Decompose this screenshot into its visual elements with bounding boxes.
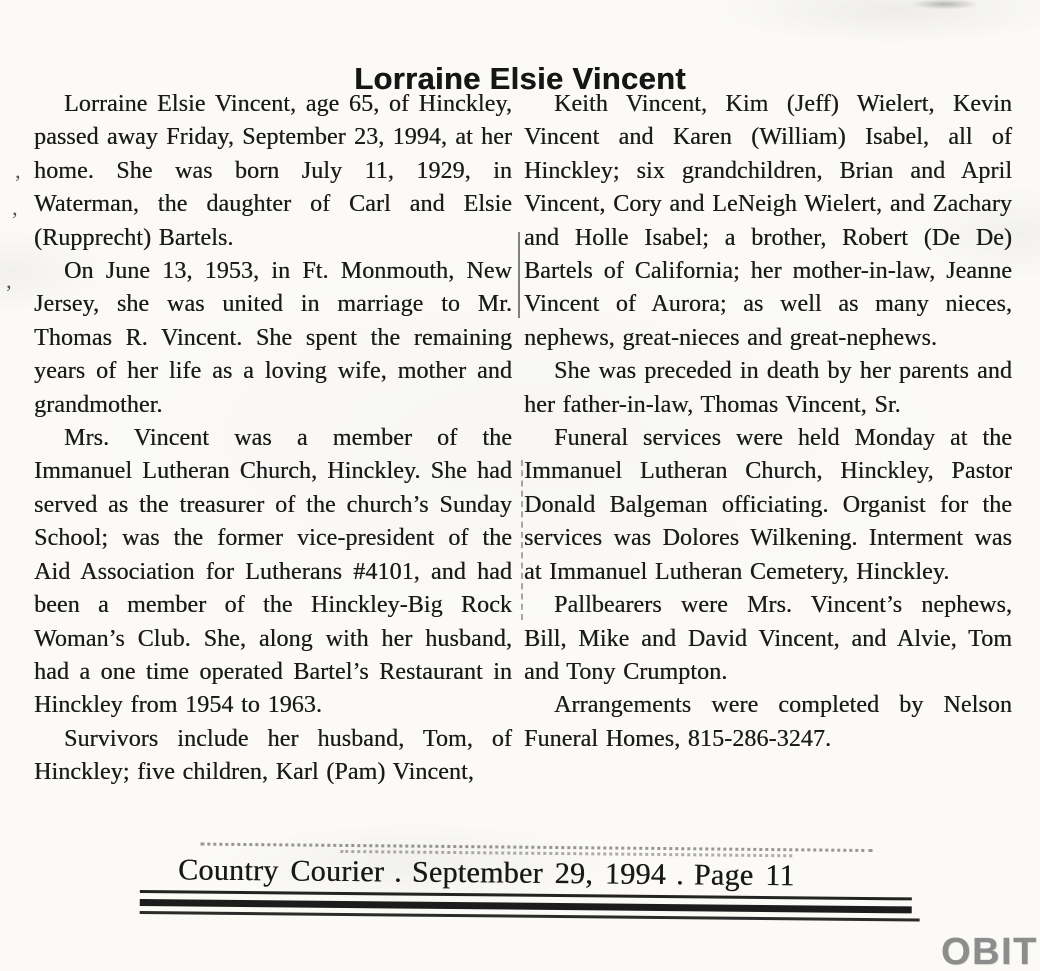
scan-mark: ’	[5, 280, 13, 305]
footer-citation-text	[140, 853, 912, 894]
obituary-paragraph: Keith Vincent, Kim (Jeff) Wielert, Kevin Vincent and Karen (William) Isabel, all of Hinckley; six grandchildren, Brian and April Vincent, Cory and LeNeigh Wielert, and Zachary and Holle Isabel; a brother, Robert (De De) Bartels of California; her mother-in-law, Jeanne Vincent of Aurora; as well as many nieces, nephews, great-nieces and great-nephews.	[524, 91, 1012, 351]
footer-rule-medium	[140, 911, 920, 921]
obit-stamp	[941, 931, 1040, 971]
issue-date: September 29, 1994	[411, 855, 667, 892]
page-number: Page 11	[693, 858, 795, 893]
footer-citation	[140, 842, 913, 921]
scan-dots	[200, 843, 872, 852]
obituary-title: Lorraine Elsie Vincent	[354, 60, 686, 96]
footer-separator: .	[393, 855, 403, 889]
scan-mark: ’	[11, 207, 19, 232]
obituary-paragraph: On June 13, 1953, in Ft. Monmouth, New Jersey, she was united in marriage to Mr. Thomas R. Vincent. She spent the remaining years of her life as a loving wife, mother and grandmother.	[34, 258, 512, 418]
obit-stamp-label: OBIT	[941, 931, 1038, 971]
obituary-paragraph: Funeral services were held Monday at the Immanuel Lutheran Church, Hinckley, Pastor Donald Balgeman officiating. Organist for the services was Dolores Wilkening. Interment was at Immanuel Lutheran Cemetery, Hinckley.	[524, 425, 1012, 585]
footer-separator: .	[675, 858, 685, 892]
scan-mark: ’	[14, 170, 22, 195]
publication-name: Country Courier	[177, 853, 385, 889]
column-divider-artifact	[521, 460, 523, 620]
column-divider-artifact	[518, 232, 520, 318]
obituary-paragraph: Mrs. Vincent was a member of the Immanuel Lutheran Church, Hinckley. She had served as the treasurer of the church’s Sunday School; was the former vice-president of the Aid Association for Lutherans #4101, and had been a member of the Hinckley-Big Rock Woman’s Club. She, along with her husband, had a one time operated Bartel’s Restaurant in Hinckley from 1954 to 1963.	[34, 425, 512, 719]
obituary-column-right	[524, 88, 1012, 756]
obituary-paragraph: Pallbearers were Mrs. Vincent’s nephews, Bill, Mike and David Vincent, and Alvie, Tom and Tony Crumpton.	[524, 592, 1012, 685]
obituary-paragraph: Lorraine Elsie Vincent, age 65, of Hinckley, passed away Friday, September 23, 1994, at her home. She was born July 11, 1929, in Waterman, the daughter of Carl and Elsie (Rupprecht) Bartels.	[34, 91, 512, 251]
obituary-paragraph: Survivors include her husband, Tom, of Hinckley; five children, Karl (Pam) Vincent,	[34, 725, 512, 786]
obituary-paragraph: She was preceded in death by her parents and her father-in-law, Thomas Vincent, Sr.	[524, 358, 1012, 418]
scan-smudge	[900, 0, 990, 14]
obituary-paragraph: Arrangements were completed by Nelson Funeral Homes, 815-286-3247.	[524, 692, 1012, 752]
obituary-column-left	[34, 88, 512, 790]
